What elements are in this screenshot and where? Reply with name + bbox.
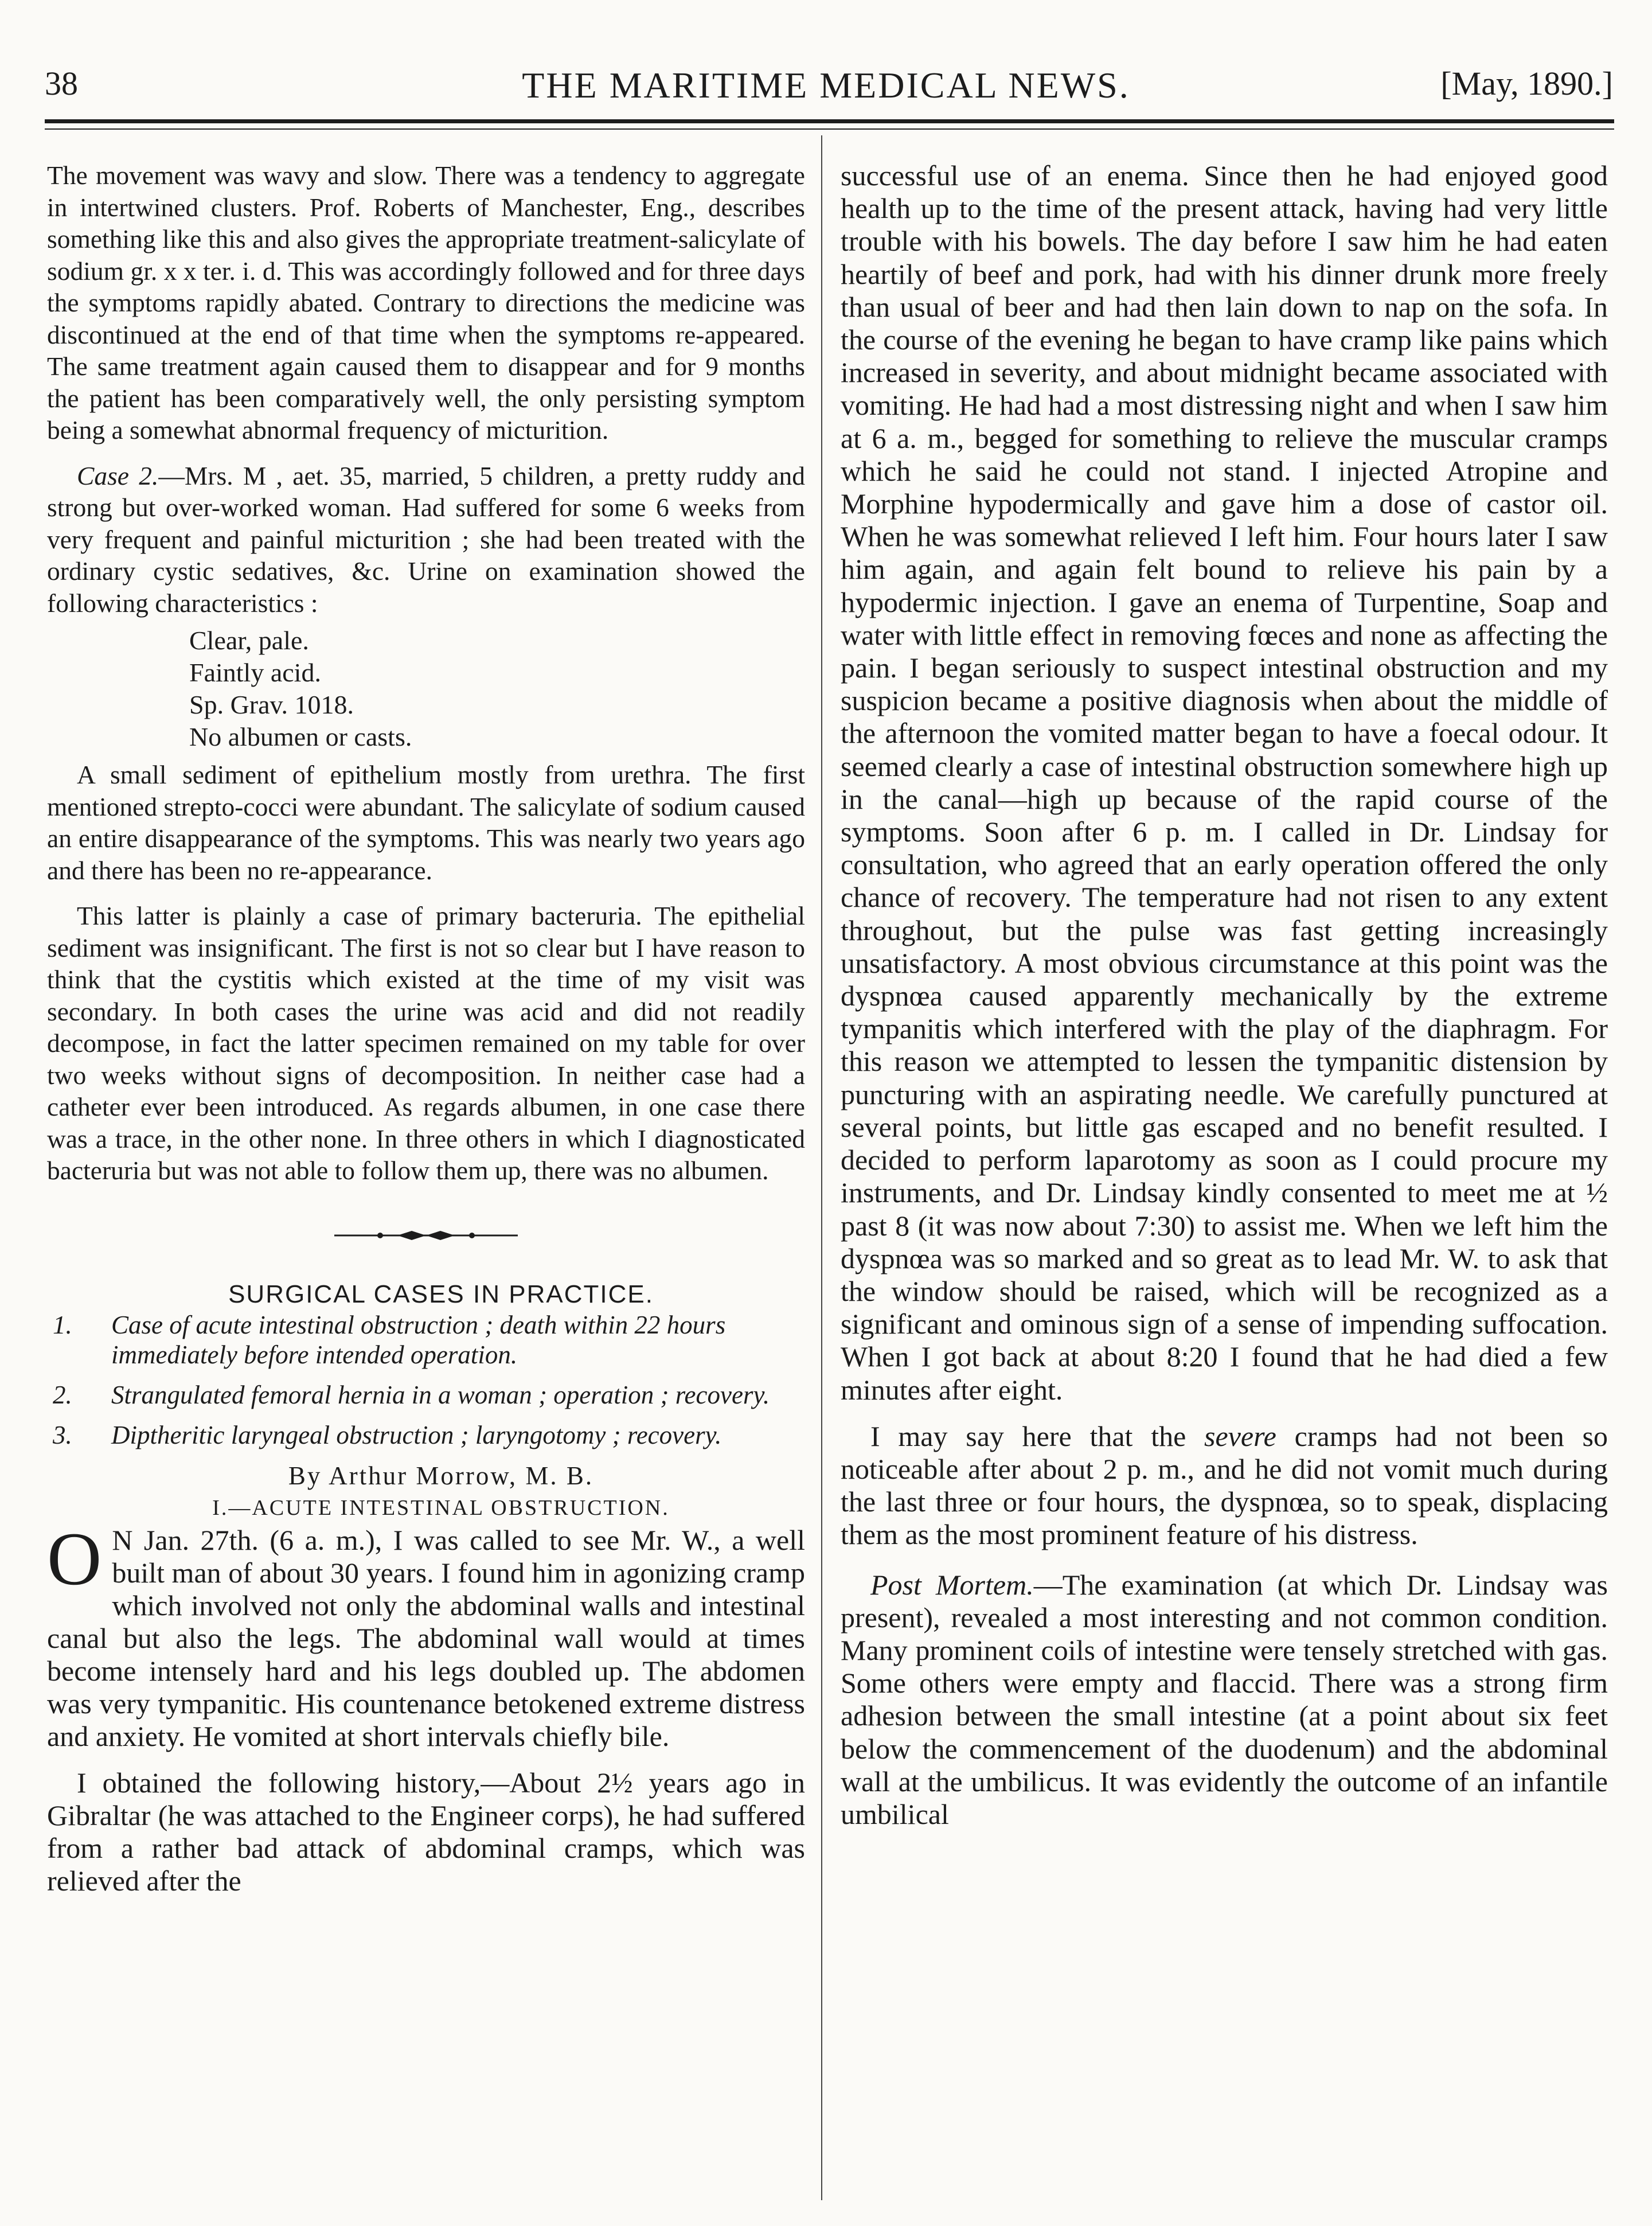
left-column	[47, 159, 805, 1897]
paragraph-gap	[841, 1551, 1608, 1569]
urine-properties-list	[189, 625, 805, 753]
paragraph-bacteruria: This latter is plainly a case of primary bacteruria. The epithelial sediment was insignificant. The first is not so clear but I have reason to think that the cystitis which existed at the time of my visit was secondary. In both cases the urine was acid and did not readily decompose, in fact the latter specimen remained on my table for over two weeks without signs of decomposition. In neither case had a catheter ever been introduced. As regards albumen, in one case there was a trace, in the other none. In three others in which I diagnosticated bacteruria but was not able to follow them up, there was no albumen.	[47, 901, 805, 1185]
case-title: Strangulated femoral hernia in a woman ; operation ; recovery.	[111, 1381, 770, 1409]
issue-date: [May, 1890.]	[1440, 65, 1613, 102]
case-number: 1.	[53, 1311, 72, 1339]
page-header	[0, 0, 1652, 132]
case-title: Diptheritic laryngeal obstruction ; laryngotomy ; recovery.	[111, 1421, 722, 1449]
post-mortem-label: Post Mortem.	[870, 1568, 1034, 1601]
case-item	[47, 1380, 805, 1410]
case-2-label: Case 2.	[77, 461, 159, 490]
article-opening	[47, 1517, 805, 1897]
post-mortem-text: —The examination (at which Dr. Lindsay was present), revealed a most interesting and not common condition. Many prominent coils of intestine were tensely stretched with gas. Some others were empty and flaccid. There was a strong firm adhesion between the small intestine (at a point about six feet below the commencement of the duodenum) and the abdominal wall at the umbilicus. It was evidently the outcome of an infantile umbilical	[841, 1568, 1608, 1830]
paragraph-opening	[47, 1517, 805, 1753]
cramps-text-before: I may say here that the	[870, 1420, 1205, 1452]
case-item	[47, 1420, 805, 1450]
paragraph-history: I obtained the following history,—About 2½ years ago in Gibraltar (he was attached to the Engineer corps), he had suffered from a rather bad attack of abdominal cramps, which was relieved after the	[47, 1767, 805, 1897]
case-title: Case of acute intestinal obstruction ; death within 22 hours immediately before intended operation.	[111, 1311, 726, 1369]
case-number: 2.	[53, 1381, 72, 1409]
paragraph-movement: The movement was wavy and slow. There was a tendency to aggregate in intertwined clusters. Prof. Roberts of Manchester, Eng., describes something like this and also gives the appropriate treatment-salicylate of sodium gr. x x ter. i. d. This was accordingly followed and for three days the symptoms rapidly abated. Contrary to directions the medicine was discontinued at the end of that time when the symptoms re-appeared. The same treatment again caused them to disappear and for 9 months the patient has been comparatively well, the only persisting symptom being a somewhat abnormal frequency of micturition.	[47, 161, 805, 445]
paragraph-sediment: A small sediment of epithelium mostly from urethra. The first mentioned strepto-cocci were abundant. The salicylate of sodium caused an entire disappearance of the symptoms. This was nearly two years ago and there has been no re-appearance.	[47, 760, 805, 885]
right-column	[841, 159, 1608, 1831]
opening-text: N Jan. 27th. (6 a. m.), I was called to see Mr. W., a well built man of about 30 years. I found him in agonizing cramp which involved not only the abdominal walls and intestinal canal but also the legs. The abdominal wall would at times become intensely hard and his legs doubled up. The abdomen was very tympanitic. His countenance betokened extreme distress and anxiety. He vomited at short intervals chiefly bile.	[47, 1524, 805, 1752]
cramps-text-after: cramps had not been so noticeable after about 2 p. m., and he did not vomit much during the last three or four hours, the dyspnœa, so to speak, displacing them as the most prominent feature of his distress.	[841, 1420, 1608, 1551]
header-rule-thin	[45, 128, 1614, 130]
urine-property: Sp. Grav. 1018.	[189, 690, 354, 719]
paragraph-severe-cramps	[841, 1420, 1608, 1551]
author-byline: By Arthur Morrow, M. B.	[288, 1461, 594, 1490]
journal-title: THE MARITIME MEDICAL NEWS.	[522, 65, 1130, 106]
cases-list	[47, 1310, 805, 1450]
paragraph-case-2	[47, 460, 805, 619]
header-rule-thick	[45, 119, 1614, 123]
case-2-text: —Mrs. M , aet. 35, married, 5 children, a pretty ruddy and strong but over-worked woman. Had suffered for some 6 weeks from very frequent and painful micturition ; she had been treated with the ordinary cystic sedatives, &c. Urine on examination showed the following characteristics :	[47, 461, 805, 618]
drop-cap: O	[47, 1517, 102, 1601]
column-divider	[821, 135, 822, 2200]
urine-property: Faintly acid.	[189, 658, 321, 687]
subsection-heading: I.—ACUTE INTESTINAL OBSTRUCTION.	[212, 1495, 670, 1520]
urine-property: No albumen or casts.	[189, 722, 412, 751]
section-ornament	[311, 1227, 541, 1244]
urine-property: Clear, pale.	[189, 626, 309, 655]
paragraph-post-mortem	[841, 1569, 1608, 1831]
case-item	[47, 1310, 805, 1370]
paragraph-enema: successful use of an enema. Since then he had enjoyed good health up to the time of the present attack, having had very little trouble with his bowels. The day before I saw him he had eaten heartily of beef and pork, had with his dinner drunk more freely than usual of beer and had then lain down to nap on the sofa. In the course of the evening he began to have cramp like pains which increased in severity, and about midnight became associated with vomiting. He had had a most distressing night and when I saw him at 6 a. m., begged for something to relieve the muscular cramps which he said he could not stand. I injected Atropine and Morphine hypodermically and gave him a dose of castor oil. When he was somewhat relieved I left him. Four hours later I saw him again, and again felt bound to relieve his pain by a hypodermic injection. I gave an enema of Turpentine, Soap and water with little effect in removing fœces and none as affecting the pain. I began seriously to suspect intestinal obstruction and my suspicion became a positive diagnosis when about the middle of the afternoon the vomited matter began to have a foecal odour. It seemed clearly a case of intestinal obstruction somewhere high up in the canal—high up because of the rapid course of the symptoms. Soon after 6 p. m. I called in Dr. Lindsay for consultation, who agreed that an early operation offered the only chance of recovery. The temperature had not risen to any extent throughout, but the pulse was fast getting increasingly unsatisfactory. A most obvious circumstance at this point was the dyspnœa caused apparently mechanically by the extreme tympanitis which interfered with the play of the diaphragm. For this reason we attempted to lessen the tympanitic distension by puncturing with an aspirating needle. We carefully punctured at several points, but little gas escaped and no benefit resulted. I decided to perform laparotomy as soon as I could procure my instruments, and Dr. Lindsay kindly consented to meet me at ½ past 8 (it was now about 7:30) to assist me. When we left him the dyspnœa was so marked and so great as to lead Mr. W. to ask that the window should be raised, which will be recognized as a significant and ominous sign of a sense of impending suffocation. When I got back at about 8:20 I found that he had died a few minutes after eight.	[841, 159, 1608, 1406]
section-title: SURGICAL CASES IN PRACTICE.	[228, 1280, 654, 1308]
page-number: 38	[45, 65, 78, 102]
case-number: 3.	[53, 1421, 72, 1449]
emphasis-severe: severe	[1204, 1420, 1276, 1452]
